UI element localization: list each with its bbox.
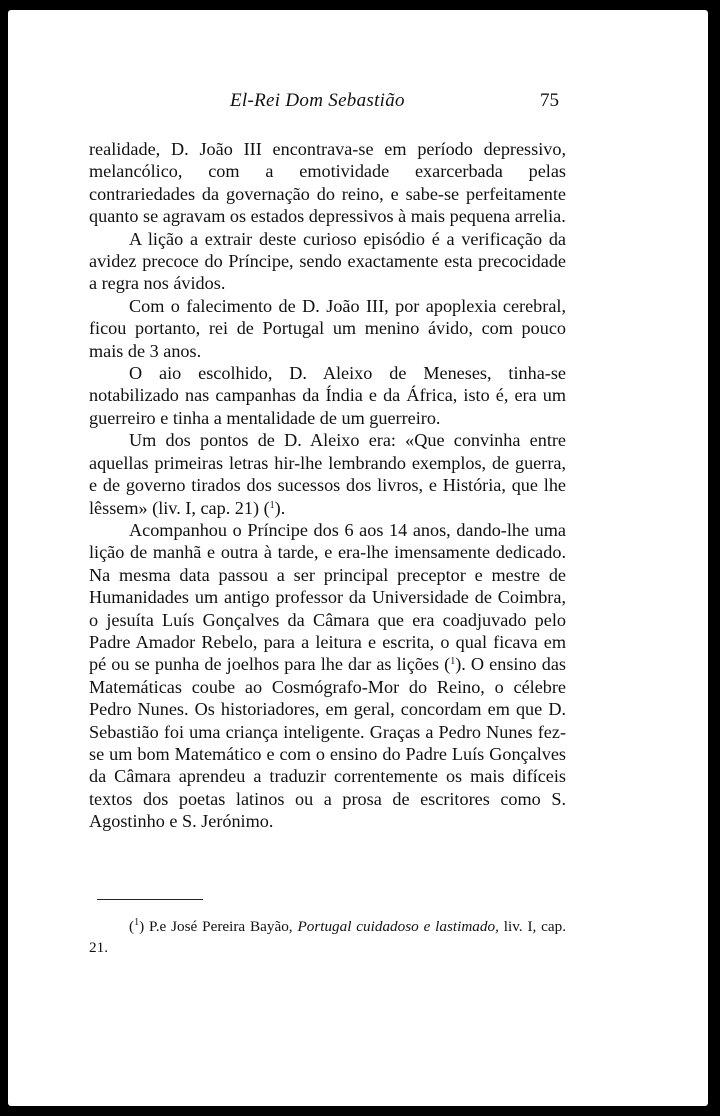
body-text [89,138,566,833]
footnote-reference: 1 [269,499,275,511]
footnote-title: Portugal cuidadoso e lastimado, [297,918,499,935]
paragraph: O aio escolhido, D. Aleixo de Meneses, tinha-se notabilizado nas campanhas da Índia e da África, isto é, era um guerreiro e tinha a mentalidade de um guerreiro. [89,363,566,428]
paragraph: A lição a extrair deste curioso episódio é a verificação da avidez precoce do Príncipe, sendo exactamente esta precocidade a regra nos ávidos. [89,228,566,294]
paragraph-text: ). O ensino das Matemáticas coube ao Cosmógrafo-Mor do Reino, o célebre Pedro Nunes. Os historiadores, em geral, concordam em que D. Sebastião foi uma criança inteligente. Graças a Pedro Nunes fez-se um bom Matemático e com o ensino do Padre Luís Gonçalves da Câmara aprendeu a traduzir correntemente os mais difíceis textos dos poetas latinos ou a prosa de escritores como S. Agostinho e S. Jerónimo. [89,654,566,832]
footnote-number: 1 [134,917,140,928]
footnote-reference: 1 [450,656,456,668]
paragraph-text: Acompanhou o Príncipe dos 6 aos 14 anos, dando-lhe uma lição de manhã e outra à tarde, e era-lhe imensamente dedicado. Na mesma data passou a ser principal preceptor e mestre de Humanidades um antigo professor da Universidade de Coimbra, o jesuíta Luís Gonçalves da Câmara que era coadjuvado pelo Padre Amador Rebelo, para a leitura e escrita, o qual ficava em pé ou se punha de joelhos para lhe dar as lições ( [89,519,566,675]
paragraph: Com o falecimento de D. João III, por apoplexia cerebral, ficou portanto, rei de Portugal um menino ávido, com pouco mais de 3 anos. [89,295,566,361]
page-header [8,90,708,120]
paragraph [89,519,566,833]
book-page [8,10,708,1106]
paragraph-text: ). [274,497,286,518]
footnote-author: P.e José Pereira Bayão, [148,918,293,935]
footnotes [89,916,566,958]
running-title: El-Rei Dom Sebastião [230,90,405,111]
paragraph [89,429,566,519]
footnote: ($^1$) P.e José Pereira Bayão, Portugal cuidadoso e lastimado, liv. I, cap. 21. [89,917,567,956]
paragraph: realidade, D. João III encontrava-se em período depressivo, melancólico, com a emotividade exarcerbada pelas contrariedades da governação do reino, e sabe-se perfeitamente quanto se agravam os estados depressivos à mais pequena arrelia. [89,139,566,227]
paragraph-text: Um dos pontos de D. Aleixo era: «Que convinha entre aquellas primeiras letras hir-lhe lembrando exemplos, de guerra, e de governo tirados dos sucessos dos livros, e História, que lhe lêssem» (liv. I, cap. 21) ( [89,430,566,518]
footnote-reference-text: liv. I, cap. 21. [89,918,567,956]
page-number: 75 [540,90,559,111]
footnote-separator [97,899,203,900]
